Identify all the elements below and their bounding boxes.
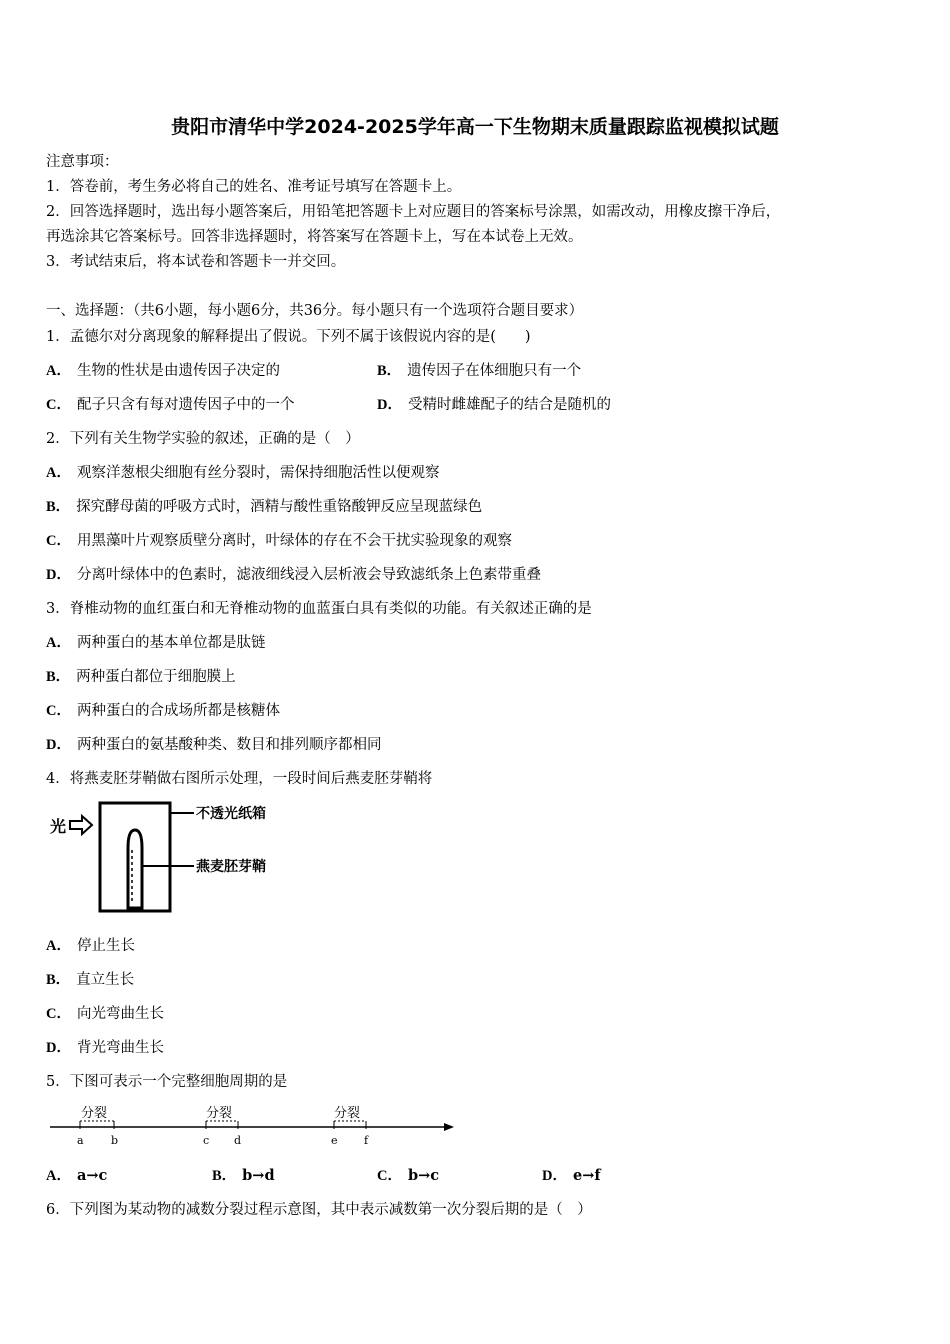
notice-item-2: 2．回答选择题时，选出每小题答案后，用铅笔把答题卡上对应题目的答案标号涂黑，如需改动，用橡皮擦干净后， bbox=[46, 204, 781, 220]
light-arrow bbox=[70, 816, 92, 834]
option-letter: B． bbox=[46, 669, 71, 685]
question-3-option-a bbox=[46, 633, 265, 653]
question-1-option-c bbox=[46, 395, 294, 415]
question-5-option-a bbox=[46, 1166, 107, 1186]
cell-cycle-figure bbox=[48, 1103, 458, 1153]
question-3-option-b bbox=[46, 667, 236, 687]
option-letter: A． bbox=[46, 635, 71, 651]
question-1-stem: 1．孟德尔对分离现象的解释提出了假说。下列不属于该假说内容的是( ) bbox=[46, 329, 531, 345]
notice-item-1: 1．答卷前，考生务必将自己的姓名、准考证号填写在答题卡上。 bbox=[46, 179, 462, 195]
option-text: 两种蛋白的合成场所都是核糖体 bbox=[76, 703, 280, 719]
option-letter: D． bbox=[46, 567, 71, 583]
question-3-option-c bbox=[46, 701, 280, 721]
option-text: b→d bbox=[242, 1167, 275, 1184]
option-letter: B． bbox=[212, 1168, 237, 1184]
question-4-option-b bbox=[46, 970, 134, 990]
division-segment-2 bbox=[206, 1106, 238, 1129]
option-letter: C． bbox=[46, 533, 71, 549]
option-text: 观察洋葱根尖细胞有丝分裂时，需保持细胞活性以便观察 bbox=[76, 465, 440, 481]
option-text: b→c bbox=[407, 1167, 440, 1184]
box-label: 不透光纸箱 bbox=[196, 806, 266, 822]
division-segment-1 bbox=[80, 1106, 114, 1129]
option-letter: B． bbox=[46, 499, 71, 515]
option-letter: A． bbox=[46, 465, 71, 481]
notice-heading: 注意事项： bbox=[46, 154, 119, 170]
question-4-option-d bbox=[46, 1038, 164, 1058]
option-letter: D． bbox=[46, 1040, 71, 1056]
option-text: 分离叶绿体中的色素时，滤液细线浸入层析液会导致滤纸条上色素带重叠 bbox=[76, 567, 541, 583]
option-text: a→c bbox=[76, 1167, 108, 1184]
option-letter: D． bbox=[377, 397, 402, 413]
option-text: 两种蛋白都位于细胞膜上 bbox=[76, 669, 236, 685]
segment-label: 分裂 bbox=[81, 1106, 108, 1121]
timeline-arrow-icon bbox=[444, 1123, 454, 1131]
segment-label: 分裂 bbox=[206, 1106, 233, 1121]
point-label-e: e bbox=[331, 1134, 338, 1147]
option-letter: C． bbox=[46, 1006, 71, 1022]
question-2-option-d bbox=[46, 565, 541, 585]
option-text: 配子只含有每对遗传因子中的一个 bbox=[76, 397, 295, 413]
question-4-option-c bbox=[46, 1004, 164, 1024]
option-text: e→f bbox=[572, 1167, 601, 1184]
section-heading: 一、选择题：（共6小题，每小题6分，共36分。每小题只有一个选项符合题目要求） bbox=[46, 303, 584, 319]
option-text: 用黑藻叶片观察质壁分离时，叶绿体的存在不会干扰实验现象的观察 bbox=[76, 533, 512, 549]
option-letter: A． bbox=[46, 938, 71, 954]
question-2-stem: 2．下列有关生物学实验的叙述，正确的是（ ） bbox=[46, 431, 360, 447]
option-letter: C． bbox=[46, 703, 71, 719]
option-letter: C． bbox=[46, 397, 71, 413]
option-text: 生物的性状是由遗传因子决定的 bbox=[76, 363, 280, 379]
question-3-option-d bbox=[46, 735, 381, 755]
coleoptile-figure bbox=[48, 800, 288, 920]
question-5-option-b bbox=[212, 1166, 275, 1186]
question-1-option-a bbox=[46, 361, 280, 381]
question-2-option-a bbox=[46, 463, 439, 483]
question-2-option-b bbox=[46, 497, 482, 517]
option-letter: A． bbox=[46, 363, 71, 379]
option-letter: D． bbox=[542, 1168, 567, 1184]
option-letter: B． bbox=[377, 363, 402, 379]
question-1-option-b bbox=[377, 361, 581, 381]
option-text: 向光弯曲生长 bbox=[76, 1006, 164, 1022]
point-label-d: d bbox=[234, 1134, 242, 1147]
question-1-option-d bbox=[377, 395, 611, 415]
question-5-option-d bbox=[542, 1166, 601, 1186]
question-4-option-a bbox=[46, 936, 135, 956]
division-segment-3 bbox=[334, 1106, 366, 1129]
question-3-stem: 3．脊椎动物的血红蛋白和无脊椎动物的血蓝蛋白具有类似的功能。有关叙述正确的是 bbox=[46, 601, 592, 617]
point-label-f: f bbox=[364, 1134, 369, 1147]
question-4-stem: 4．将燕麦胚芽鞘做右图所示处理，一段时间后燕麦胚芽鞘将 bbox=[46, 771, 433, 787]
option-text: 探究酵母菌的呼吸方式时，酒精与酸性重铬酸钾反应呈现蓝绿色 bbox=[76, 499, 483, 515]
option-letter: A． bbox=[46, 1168, 71, 1184]
segment-label: 分裂 bbox=[334, 1106, 361, 1121]
light-label: 光 bbox=[50, 817, 67, 836]
question-5-stem: 5．下图可表示一个完整细胞周期的是 bbox=[46, 1074, 288, 1090]
point-label-a: a bbox=[77, 1134, 84, 1147]
question-5-option-c bbox=[377, 1166, 439, 1186]
page-title: 贵阳市清华中学2024-2025学年高一下生物期末质量跟踪监视模拟试题 bbox=[171, 116, 779, 138]
question-2-option-c bbox=[46, 531, 512, 551]
option-letter: C． bbox=[377, 1168, 402, 1184]
notice-item-3: 3．考试结束后，将本试卷和答题卡一并交回。 bbox=[46, 254, 346, 270]
option-text: 受精时雌雄配子的结合是随机的 bbox=[407, 397, 611, 413]
question-6-stem: 6．下列图为某动物的减数分裂过程示意图，其中表示减数第一次分裂后期的是（ ） bbox=[46, 1202, 592, 1218]
option-letter: B． bbox=[46, 972, 71, 988]
option-text: 直立生长 bbox=[76, 972, 135, 988]
notice-item-2-cont: 再选涂其它答案标号。回答非选择题时，将答案写在答题卡上，写在本试卷上无效。 bbox=[46, 229, 583, 245]
option-text: 两种蛋白的氨基酸种类、数目和排列顺序都相同 bbox=[76, 737, 382, 753]
option-text: 背光弯曲生长 bbox=[76, 1040, 164, 1056]
option-text: 停止生长 bbox=[76, 938, 135, 954]
option-letter: D． bbox=[46, 737, 71, 753]
sheath-label: 燕麦胚芽鞘 bbox=[196, 859, 266, 875]
point-label-c: c bbox=[203, 1134, 210, 1147]
option-text: 遗传因子在体细胞只有一个 bbox=[407, 363, 582, 379]
coleoptile-shape bbox=[128, 830, 142, 908]
point-label-b: b bbox=[111, 1134, 119, 1147]
option-text: 两种蛋白的基本单位都是肽链 bbox=[76, 635, 266, 651]
